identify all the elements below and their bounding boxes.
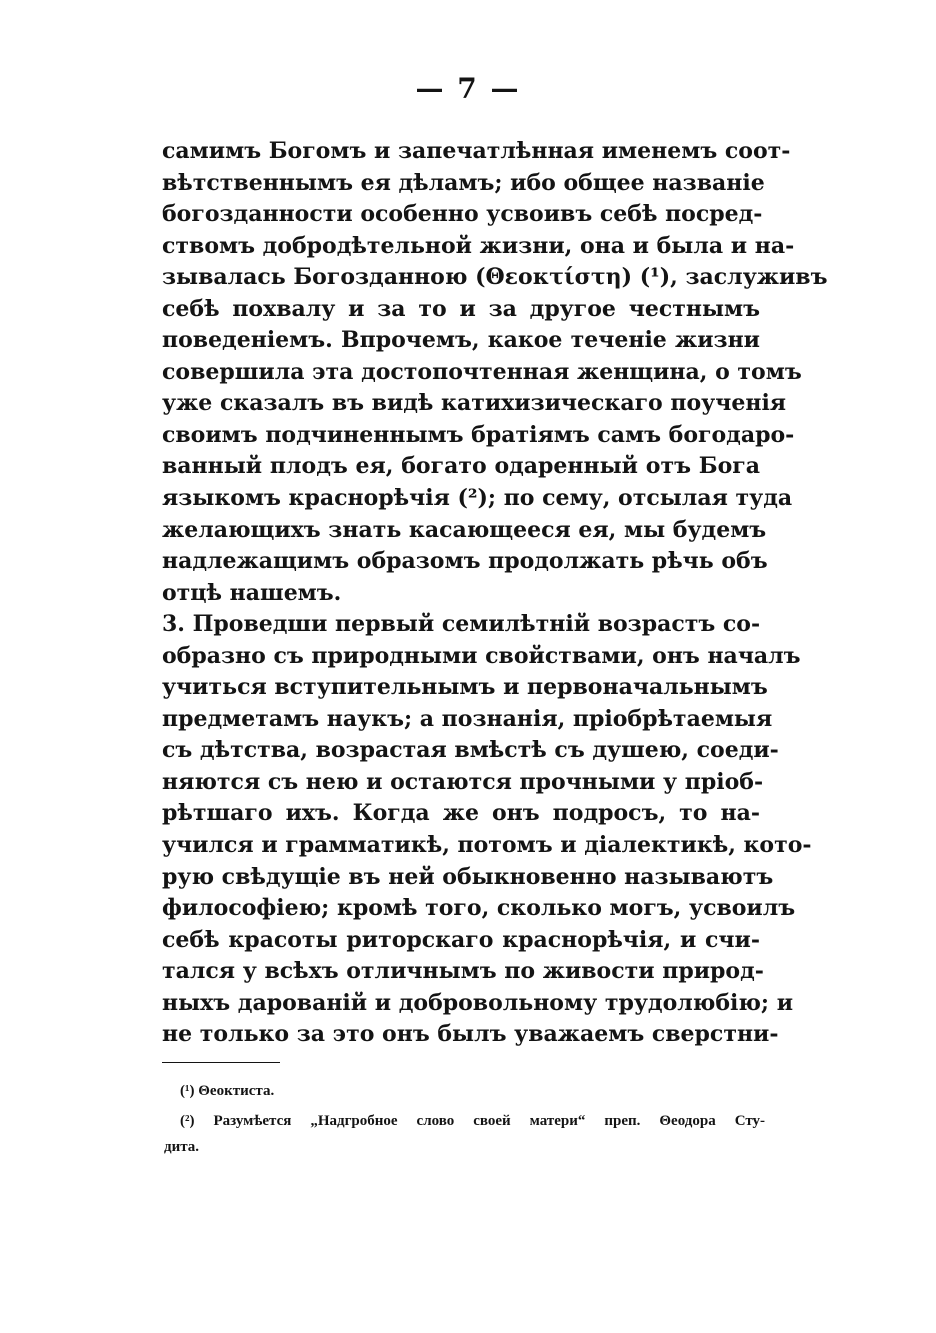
text-line: образно съ природными свойствами, онъ началъ [162, 642, 801, 669]
text-line: учиться вступительнымъ и первоначальнымъ [162, 674, 768, 701]
footnote-1 [180, 1076, 765, 1106]
text-line: рую свѣдущіе въ ней обыкновенно называютъ [162, 863, 774, 890]
text-line: надлежащимъ образомъ продолжать рѣчь объ [162, 548, 768, 575]
text-line: учился и грамматикѣ, потомъ и діалектикѣ, кото- [162, 832, 812, 859]
text-line: ныхъ дарованій и добровольному трудолюбію; и [162, 989, 794, 1016]
text-line: желающихъ знать касающееся ея, мы будемъ [162, 516, 767, 543]
text-line: предметамъ наукъ; а познанія, пріобрѣтаемыя [162, 705, 773, 732]
text-line: вѣтственнымъ ея дѣламъ; ибо общее названіе [162, 169, 765, 196]
text-line: 3. Проведши первый семилѣтній возрастъ со- [162, 611, 761, 638]
main-text [162, 136, 828, 1051]
footnote-marker: (²) [180, 1113, 195, 1129]
text-line: поведеніемъ. Впрочемъ, какое теченіе жизни [162, 327, 760, 354]
footnote-text: Разумѣется „Надгробное слово своей матери“ преп. Θеодора Сту- [213, 1113, 765, 1129]
text-line: съ дѣтства, возрастая вмѣстѣ съ душею, соеди- [162, 737, 779, 764]
text-line: богозданности особенно усвоивъ себѣ посред- [162, 201, 763, 228]
footnote-2-continuation: дита. [164, 1139, 200, 1155]
footnote-text: Θеоктиста. [198, 1083, 275, 1099]
page-number: — 7 — [415, 72, 521, 105]
text-line: зывалась Богозданною (Θεοκτίστη) (¹), заслуживъ [162, 264, 828, 291]
text-line: себѣ красоты риторскаго краснорѣчія, и счи- [162, 926, 760, 953]
text-line: философіею; кромѣ того, сколько могъ, усвоилъ [162, 895, 796, 922]
text-line: ванный плодъ ея, богато одаренный отъ Бога [162, 453, 760, 480]
text-line: себѣ похвалу и за то и за другое честнымъ [162, 295, 760, 322]
text-line: не только за это онъ былъ уважаемъ сверстни- [162, 1021, 779, 1048]
text-line: отцѣ нашемъ. [162, 579, 342, 606]
text-line: языкомъ краснорѣчія (²); по сему, отсылая туда [162, 485, 793, 512]
text-line: рѣтшаго ихъ. Когда же онъ подросъ, то на- [162, 800, 760, 827]
text-line: совершила эта достопочтенная женщина, о томъ [162, 358, 802, 385]
footnote-marker: (¹) [180, 1083, 195, 1099]
text-line: ствомъ добродѣтельной жизни, она и была и на- [162, 232, 795, 259]
text-line: уже сказалъ въ видѣ катихизическаго поученія [162, 390, 787, 417]
text-line: своимъ подчиненнымъ братіямъ самъ богодаро- [162, 421, 795, 448]
text-line: няются съ нею и остаются прочными у пріоб- [162, 768, 764, 795]
footnotes [164, 1076, 765, 1158]
text-line: тался у всѣхъ отличнымъ по живости природ- [162, 958, 764, 985]
footnote-separator [162, 1062, 280, 1063]
footnote-2 [180, 1106, 765, 1136]
text-line: самимъ Богомъ и запечатлѣнная именемъ соот- [162, 138, 791, 164]
